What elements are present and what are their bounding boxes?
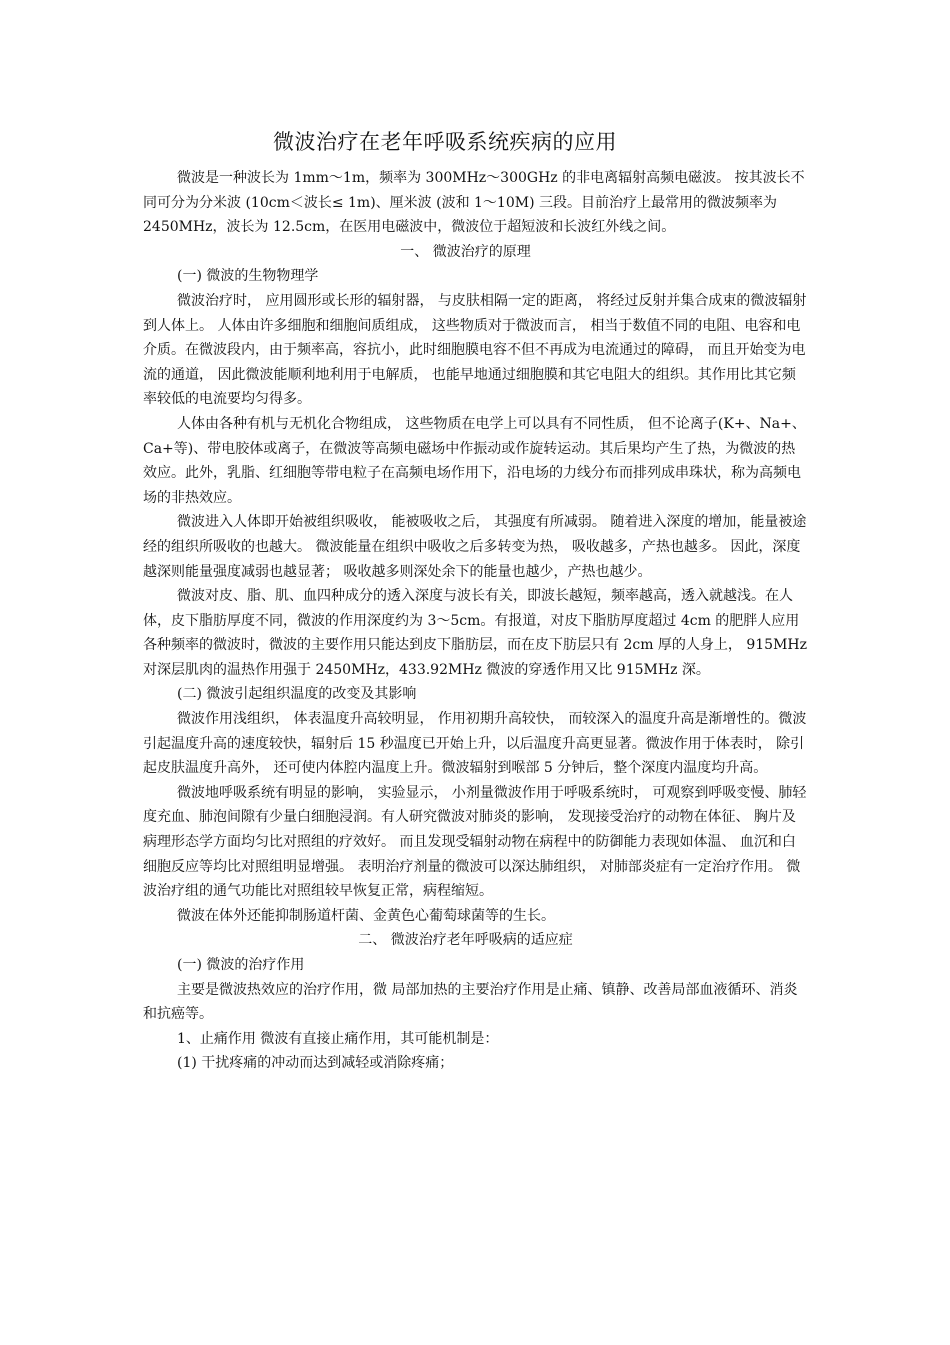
paragraph: 微波地呼吸系统有明显的影响， 实验显示， 小剂量微波作用于呼吸系统时， 可观察到呼吸变慢、肺轻度充血、肺泡间隙有少量白细胞浸润。有人研究微波对肺炎的影响， 发现接受治疗的动物在体征、 胸片及病理形态学方面均匀比对照组的疗效好。 而且发现受辐射动物在病程中的防御能力表现如体温、 血沉和白细胞反应等均比对照组明显增强。 表明治疗剂量的微波可以深达肺组织， 对肺部炎症有一定治疗作用。 微波治疗组的通气功能比对照组较早恢复正常，病程缩短。 — [143, 784, 807, 900]
document-title: 微波治疗在老年呼吸系统疾病的应用 — [273, 130, 617, 154]
section-heading-1: 一、 微波治疗的原理 — [400, 243, 531, 260]
paragraph: 微波作用浅组织， 体表温度升高较明显， 作用初期升高较快， 而较深入的温度升高是渐增性的。微波引起温度升高的速度较快，辐射后 15 秒温度已开始上升，以后温度升高更显著。微波作用于体表时， 除引起皮肤温度升高外， 还可使内体腔内温度上升。微波辐射到喉部 5 分钟后，整个深度内温度均升高。 — [143, 711, 807, 777]
subsection-heading-1-1: (一) 微波的生物物理学 — [177, 268, 319, 285]
paragraph: 微波对皮、脂、肌、血四种成分的透入深度与波长有关，即波长越短，频率越高，透入就越浅。在人体，皮下脂肪厚度不同，微波的作用深度约为 3～5cm。有报道，对皮下脂肪厚度超过 4cm 的肥胖人应用各种频率的微波时，微波的主要作用只能达到皮下脂肪层，而在皮下肪层只有 2cm 厚的人身上， 915MHz 对深层肌肉的温热作用强于 2450MHz，433.92MHz 微波的穿透作用又比 915MHz 深。 — [143, 588, 808, 678]
section-heading-2: 二、 微波治疗老年呼吸病的适应症 — [358, 932, 573, 949]
list-item-heading: 1、止痛作用 微波有直接止痛作用，其可能机制是： — [177, 1030, 499, 1047]
document-body — [143, 166, 808, 1076]
paragraph: 人体由各种有机与无机化合物组成， 这些物质在电学上可以具有不同性质， 但不论离子(K+、Na+、Ca+等)、带电胶体或离子，在微波等高频电磁场中作振动或作旋转运动。其后果均产生了热，为微波的热效应。此外，乳脂、红细胞等带电粒子在高频电场作用下，沿电场的力线分布而排列成串珠状，称为高频电场的非热效应。 — [143, 415, 806, 506]
list-item: (1) 干扰疼痛的冲动而达到减轻或消除疼痛； — [177, 1055, 454, 1072]
subsection-heading-2-1: (一) 微波的治疗作用 — [177, 957, 305, 973]
paragraph: 微波治疗时， 应用圆形或长形的辐射器， 与皮肤相隔一定的距离， 将经过反射并集合成束的微波辐射到人体上。 人体由许多细胞和细胞间质组成， 这些物质对于微波而言， 相当于数值不同的电阻、电容和电介质。在微波段内，由于频率高，容抗小，此时细胞膜电容不但不再成为电流通过的障碍， 而且开始变为电流的通道， 因此微波能顺利地利用于电解质， 也能早地通过细胞膜和其它电阻大的组织。其作用比其它频率较低的电流要均匀得多。 — [143, 292, 807, 408]
subsection-heading-1-2: (二) 微波引起组织温度的改变及其影响 — [177, 686, 417, 703]
paragraph: 微波在体外还能抑制肠道杆菌、金黄色心葡萄球菌等的生长。 — [177, 907, 555, 924]
intro-paragraph: 微波是一种波长为 1mm～1m，频率为 300MHz～300GHz 的非电离辐射高频电磁波。 按其波长不同可分为分米波 (10cm＜波长≤ 1m)、厘米波 (波和 1～10M) 三段。目前治疗上最常用的微波频率为 2450MHz，波长为 12.5cm，在医用电磁波中，微波位于超短波和长波红外线之间。 — [143, 170, 805, 236]
paragraph: 微波进入人体即开始被组织吸收， 能被吸收之后， 其强度有所减弱。 随着进入深度的增加，能量被途经的组织所吸收的也越大。 微波能量在组织中吸收之后多转变为热， 吸收越多，产热也越多。 因此，深度越深则能量强度减弱也越显著； 吸收越多则深处余下的能量也越少，产热也越少。 — [143, 514, 807, 580]
paragraph: 主要是微波热效应的治疗作用，微 局部加热的主要治疗作用是止痛、镇静、改善局部血液循环、消炎和抗癌等。 — [143, 981, 798, 1023]
